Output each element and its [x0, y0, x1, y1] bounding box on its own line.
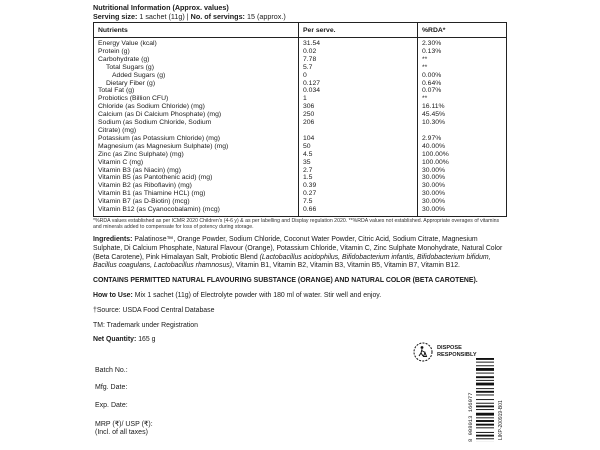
barcode-bar	[476, 376, 494, 378]
ingredients-tail: , Vitamin B1, Vitamin B2, Vitamin B3, Vitamin B5, Vitamin B7, Vitamin B12.	[232, 262, 460, 270]
nutrient-name: Energy Value (kcal)	[98, 40, 157, 47]
nutrient-name: Protein (g)	[98, 47, 130, 55]
table-row	[94, 127, 507, 135]
mfg-date-label: Mfg. Date:	[95, 384, 128, 391]
rda-value: 0.64%	[418, 80, 507, 88]
nutrient-name: Magnesium (as Magnesium Sulphate) (mg)	[98, 142, 229, 150]
source-note: †Source: USDA Food Central Database	[93, 306, 215, 314]
table-row	[94, 206, 507, 216]
nutrient-name: Vitamin B12 (as Cyanocobalamin) (mcg)	[98, 206, 220, 214]
rda-value: 30.00%	[418, 198, 507, 206]
barcode-bar	[476, 380, 494, 381]
table-row	[94, 64, 507, 72]
serving-separator: |	[186, 12, 189, 21]
table-row	[94, 72, 507, 80]
ingredients-text: Palatinose™, Orange Powder, Sodium Chloride, Coconut Water Powder, Citric Acid, Sodium Citrate, Magnesium Sulphate, Di Calcium Phosphate, Natural Flavour (Orange), Potassium Chloride, Vitamin C, Zinc Sulphate Monohydrate, Natural Color (Beta Carotene), Pink Himalayan Salt, Probiotic Blend	[93, 235, 503, 261]
servings-label: No. of servings:	[190, 12, 245, 21]
per-serve-value: 35	[299, 159, 418, 167]
servings-value: 15 (approx.)	[246, 12, 286, 21]
nutrient-name: Chloride (as Sodium Chloride) (mg)	[98, 103, 205, 111]
taxes-label: (Incl. of all taxes)	[95, 429, 148, 436]
table-row	[94, 198, 507, 206]
barcode-bar	[476, 435, 494, 437]
nutrient-name: Zinc (as Zinc Sulphate) (mg)	[98, 150, 184, 158]
serving-size-value: 1 sachet (11g)	[139, 12, 185, 21]
per-serve-value: 1.5	[299, 174, 418, 182]
nutrient-name: Probiotics (Billion CFU)	[98, 95, 169, 103]
barcode-bar	[476, 358, 494, 360]
rda-value: 30.00%	[418, 167, 507, 175]
col-rda: %RDA*	[418, 23, 507, 38]
nutrient-name: Vitamin B1 (as Thiamine HCL) (mg)	[98, 190, 206, 198]
nutrient-name: Vitamin C (mg)	[98, 158, 144, 166]
rda-value: 40.00%	[418, 143, 507, 151]
barcode-bar	[476, 399, 494, 400]
recycle-person-icon	[413, 342, 433, 362]
rda-value: 2.30%	[418, 38, 507, 48]
rda-value: 100.00%	[418, 159, 507, 167]
how-to-use-label: How to Use:	[93, 291, 133, 299]
rda-value: 100.00%	[418, 151, 507, 159]
per-serve-value: 0.27	[299, 190, 418, 198]
per-serve-value	[299, 127, 418, 135]
rda-value: **	[418, 56, 507, 64]
nutrition-title: Nutritional Information (Approx. values)	[93, 3, 229, 12]
rda-value: 0.07%	[418, 87, 507, 95]
serving-info	[93, 12, 507, 21]
exp-date-label: Exp. Date:	[95, 402, 128, 409]
rda-value: 16.11%	[418, 103, 507, 111]
nutrition-table	[93, 22, 507, 217]
per-serve-value: 5.7	[299, 64, 418, 72]
table-row	[94, 80, 507, 88]
net-quantity-label: Net Quantity:	[93, 336, 137, 344]
contains-statement: CONTAINS PERMITTED NATURAL FLAVOURING SUBSTANCE (ORANGE) AND NATURAL COLOR (BETA CAROTENE).	[93, 277, 478, 285]
barcode-bar	[476, 362, 494, 363]
rda-value: 10.30%	[418, 119, 507, 127]
dispose-line2: RESPONSIBLY	[437, 351, 477, 358]
barcode-bar	[476, 420, 494, 422]
table-row	[94, 159, 507, 167]
table-row	[94, 38, 507, 48]
rda-value: 30.00%	[418, 182, 507, 190]
table-row	[94, 95, 507, 103]
col-per-serve: Per serve.	[299, 23, 418, 38]
barcode-bar	[476, 365, 494, 366]
nutrient-name: Carbohydrate (g)	[98, 55, 150, 63]
table-row	[94, 182, 507, 190]
barcode-bar	[476, 403, 494, 404]
barcode-bar	[476, 373, 494, 374]
barcode-bar	[476, 409, 494, 410]
dispose-line1: DISPOSE	[437, 345, 462, 351]
per-serve-value: 0.034	[299, 87, 418, 95]
per-serve-value: 50	[299, 143, 418, 151]
nutrient-name: Total Fat (g)	[98, 87, 135, 95]
table-row	[94, 174, 507, 182]
rda-value: **	[418, 95, 507, 103]
per-serve-value: 0.66	[299, 206, 418, 216]
per-serve-value: 2.7	[299, 167, 418, 175]
rda-value: 45.45%	[418, 111, 507, 119]
table-row	[94, 87, 507, 95]
barcode-bar	[476, 405, 494, 407]
per-serve-value: 7.78	[299, 56, 418, 64]
table-row	[94, 143, 507, 151]
per-serve-value: 31.54	[299, 38, 418, 48]
barcode-bar	[476, 388, 494, 389]
barcode-bar	[476, 395, 494, 396]
table-row	[94, 103, 507, 111]
per-serve-value: 0.127	[299, 80, 418, 88]
nutrient-name: Vitamin B5 (as Pantothenic acid) (mg)	[98, 174, 213, 182]
nutrient-name: Dietary Fiber (g)	[106, 79, 156, 87]
ingredients	[93, 236, 507, 271]
barcode-bar	[476, 427, 494, 428]
how-to-use	[93, 292, 507, 301]
nutrient-name: Citrate) (mg)	[98, 126, 137, 134]
batch-code: LIKP-200919-B01	[498, 400, 504, 440]
rda-value: 0.13%	[418, 48, 507, 56]
net-quantity-value: 165 g	[138, 336, 156, 344]
barcode-bar	[476, 424, 494, 426]
nutrient-name: Sodium (as Sodium Chloride, Sodium	[98, 119, 212, 127]
per-serve-value: 7.5	[299, 198, 418, 206]
rda-value: 0.00%	[418, 72, 507, 80]
rda-value: 30.00%	[418, 174, 507, 182]
barcode-bar	[476, 413, 494, 416]
nutrition-table-header	[94, 23, 507, 38]
rda-value	[418, 127, 507, 135]
nutrient-name: Potassium (as Potassium Chloride) (mg)	[98, 134, 221, 142]
rda-value: 2.97%	[418, 135, 507, 143]
nutrient-name: Vitamin B3 (as Niacin) (mg)	[98, 166, 181, 174]
per-serve-value: 104	[299, 135, 418, 143]
barcode-number: 8 908013 166077	[467, 392, 474, 442]
rda-value: 30.00%	[418, 190, 507, 198]
barcode-bar	[476, 391, 494, 393]
per-serve-value: 306	[299, 103, 418, 111]
ingredients-label: Ingredients:	[93, 235, 133, 243]
table-row	[94, 56, 507, 64]
ingredients-probiotics: (Lactobacillus acidophilus, Bifidobacterium infantis, Bifidobacterium bifidum, Bacillus coagulans, Lactobacillus rhamnosus)	[93, 253, 491, 270]
serving-size-label: Serving size:	[93, 12, 138, 21]
barcode-bar	[476, 383, 494, 386]
nutrient-name: Vitamin B7 (as D-Biotin) (mcg)	[98, 198, 190, 206]
nutrient-name: Added Sugars (g)	[112, 71, 166, 79]
table-row	[94, 119, 507, 127]
rda-footnote: *%RDA values established as per ICMR 2020 Children's (4-6 y) & as per labelling and Display regulation 2020. **%RDA values not established. Appropriate overages of vitamins and minerals added to compensate for loss of potency during storage.	[93, 217, 500, 230]
barcode-bar	[476, 438, 494, 439]
nutrition-panel	[93, 3, 507, 345]
nutrient-name: Total Sugars (g)	[106, 63, 154, 71]
trademark-note: TM: Trademark under Registration	[93, 321, 198, 329]
how-to-use-text: Mix 1 sachet (11g) of Electrolyte powder with 180 ml of water. Stir well and enjoy.	[134, 291, 382, 299]
per-serve-value: 1	[299, 95, 418, 103]
barcode-bar	[476, 432, 494, 433]
rda-value: **	[418, 64, 507, 72]
batch-label: Batch No.:	[95, 367, 128, 374]
per-serve-value: 250	[299, 111, 418, 119]
nutrition-table-body	[94, 38, 507, 217]
barcode	[476, 358, 494, 442]
mrp-label: MRP (₹)/ USP (₹):	[95, 421, 153, 428]
table-row	[94, 190, 507, 198]
per-serve-value: 0.02	[299, 48, 418, 56]
barcode-bar	[476, 417, 494, 418]
col-nutrients: Nutrients	[94, 23, 299, 38]
barcode-bar	[476, 368, 494, 371]
per-serve-value: 0	[299, 72, 418, 80]
dispose-responsibly	[413, 342, 483, 362]
rda-value: 30.00%	[418, 206, 507, 216]
nutrient-name: Calcium (as Di Calcium Phosphate) (mg)	[98, 111, 222, 119]
table-row	[94, 167, 507, 175]
per-serve-value: 206	[299, 119, 418, 127]
table-row	[94, 111, 507, 119]
per-serve-value: 4.5	[299, 151, 418, 159]
table-row	[94, 151, 507, 159]
per-serve-value: 0.39	[299, 182, 418, 190]
table-row	[94, 48, 507, 56]
nutrient-name: Vitamin B2 (as Riboflavin) (mg)	[98, 182, 192, 190]
table-row	[94, 135, 507, 143]
